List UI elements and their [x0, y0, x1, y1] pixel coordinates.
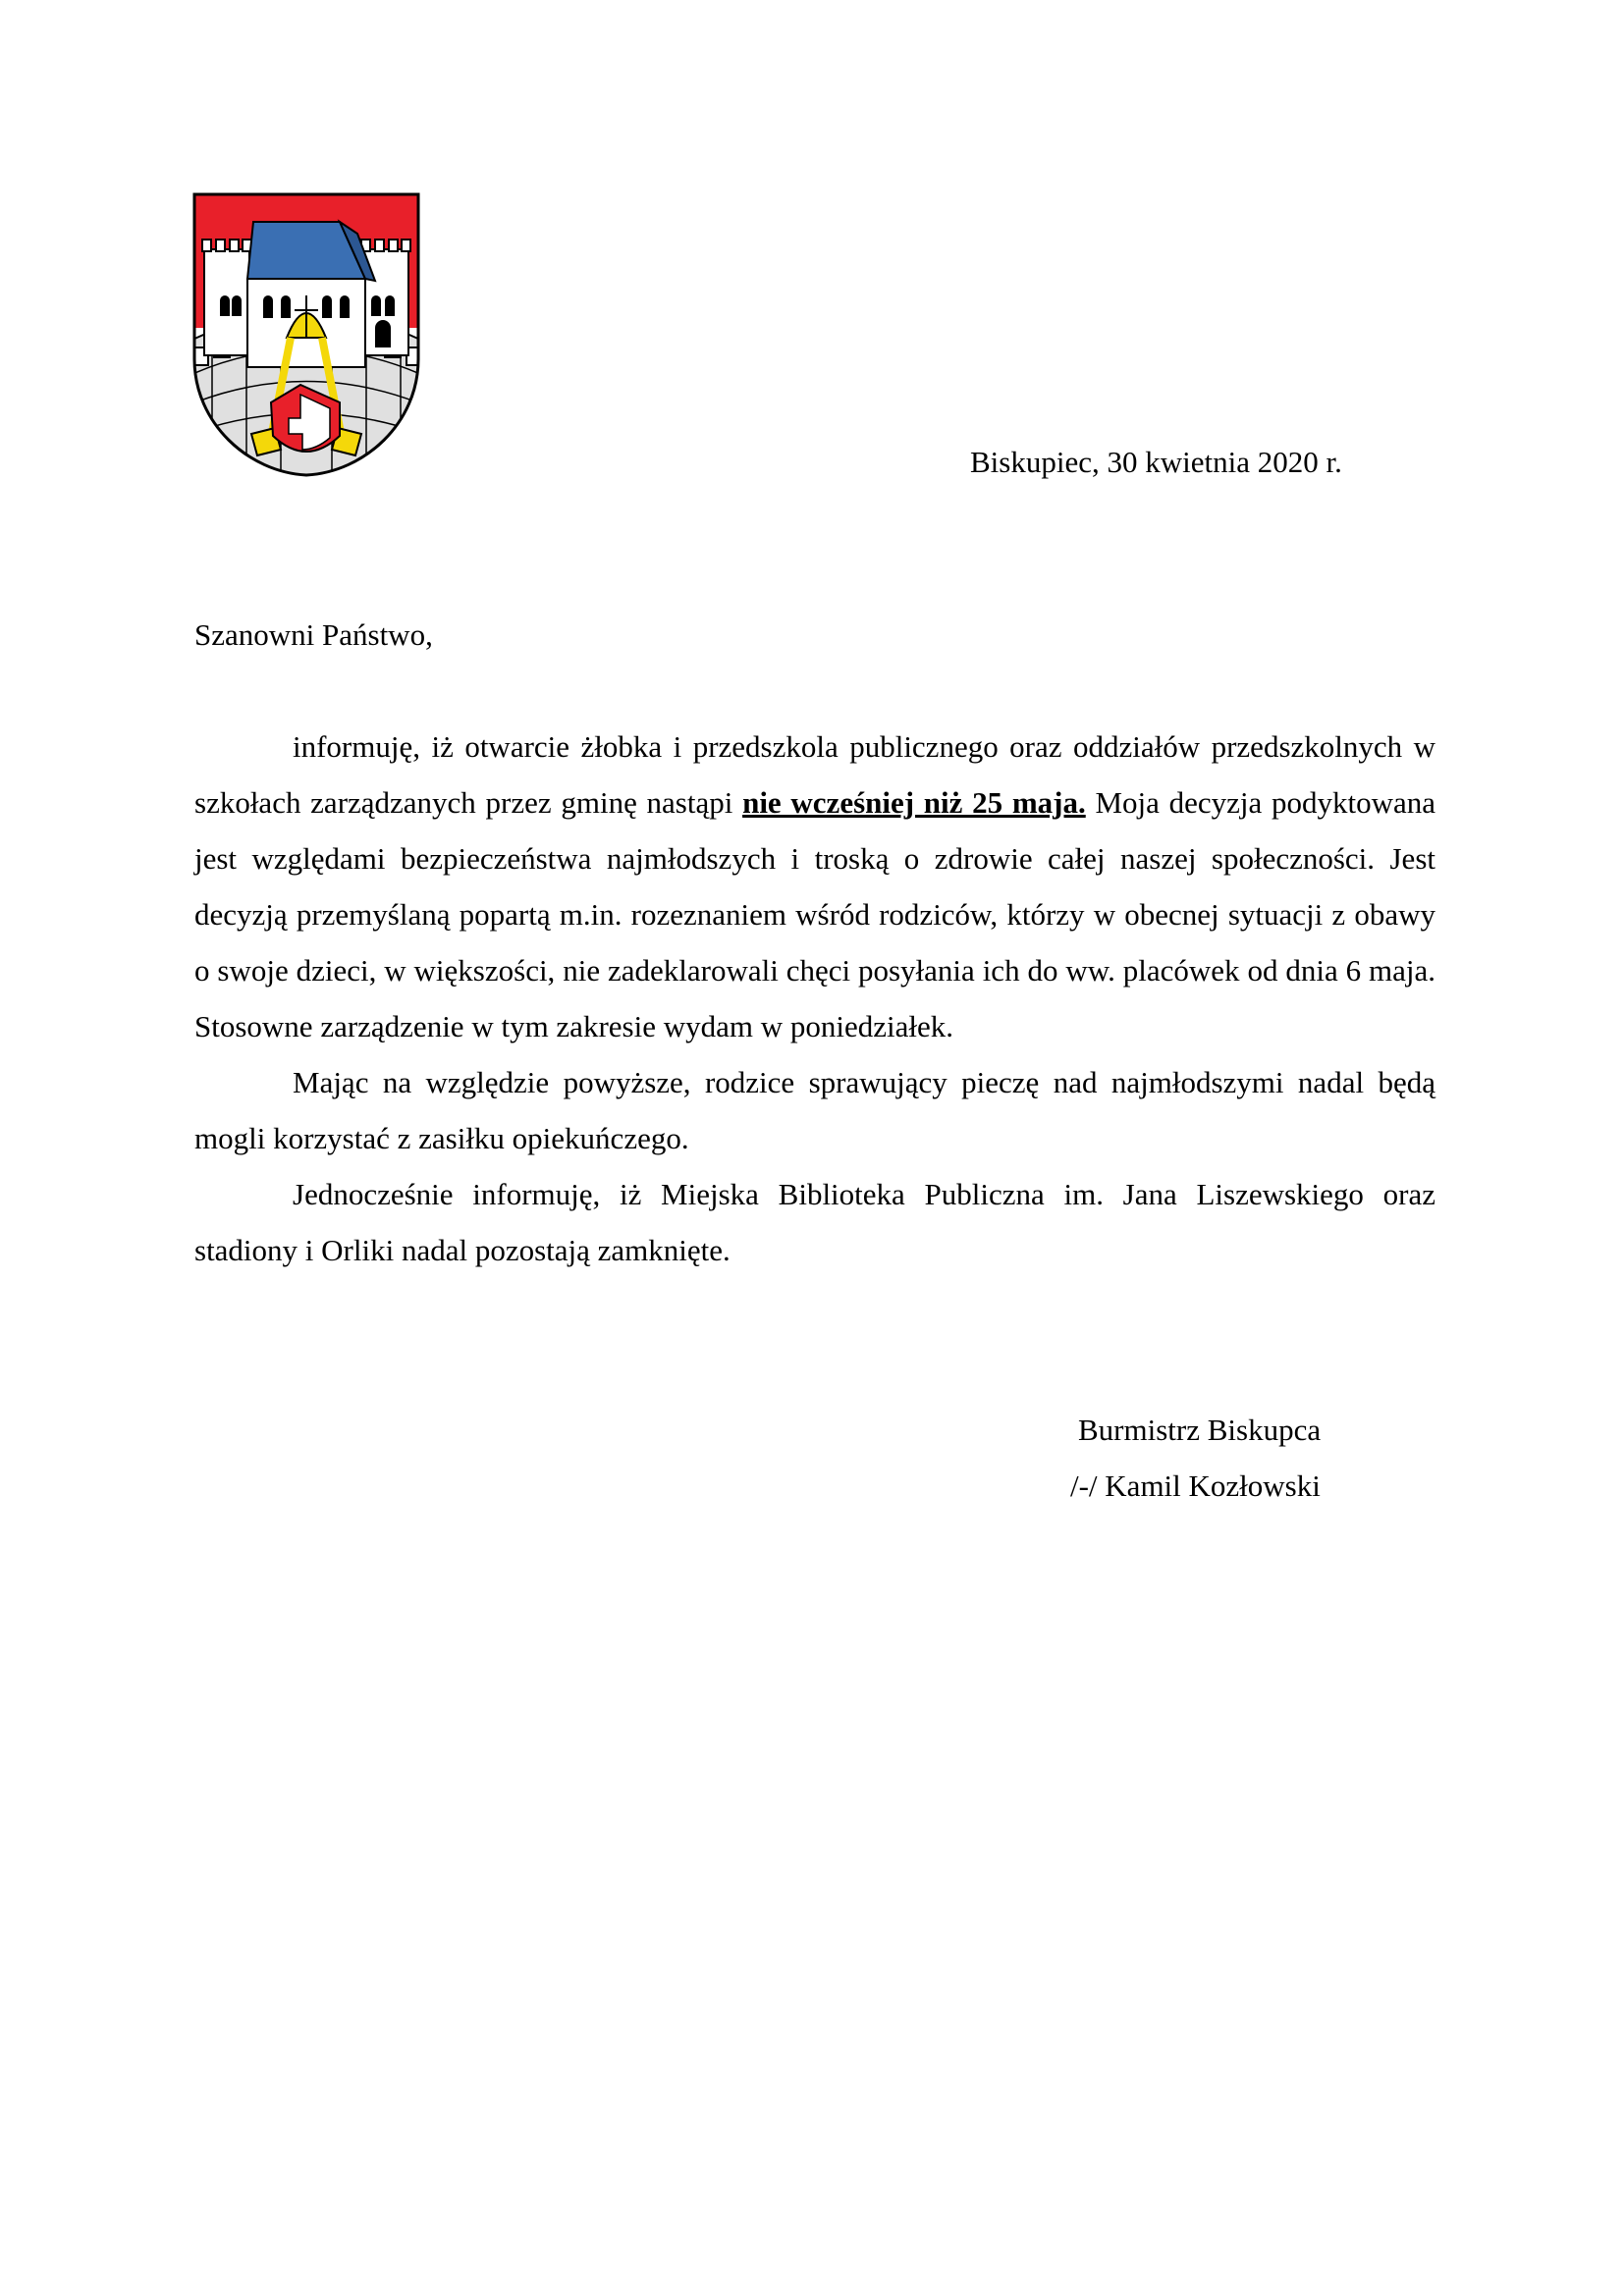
letter-date: Biskupiec, 30 kwietnia 2020 r.	[970, 445, 1342, 479]
signature-title: Burmistrz Biskupca	[1078, 1413, 1322, 1447]
paragraph-3: Jednocześnie informuję, iż Miejska Biblioteka Publiczna im. Jana Liszewskiego oraz stadiony i Orliki nadal pozostają zamknięte.	[194, 1177, 1435, 1267]
paragraph-2: Mając na względzie powyższe, rodzice sprawujący pieczę nad najmłodszymi nadal będą mogli korzystać z zasiłku opiekuńczego.	[194, 1065, 1435, 1155]
signature-block	[1070, 1402, 1321, 1514]
coat-of-arms-icon	[192, 192, 420, 477]
opening-date-emphasis: nie wcześniej niż 25 maja.	[742, 785, 1086, 820]
paragraph-1-part-2: Moja decyzja podyktowana jest względami bezpieczeństwa najmłodszych i troską o zdrowie całej naszej społeczności. Jest decyzją przemyślaną popartą m.in. rozeznaniem wśród rodziców, którzy w obecnej sytuacji z obawy o swoje dzieci, w większości, nie zadeklarowali chęci posyłania ich do ww. placówek od dnia 6 maja. Stosowne zarządzenie w tym zakresie wydam w poniedziałek.	[194, 785, 1435, 1043]
signature-name: /-/ Kamil Kozłowski	[1070, 1468, 1321, 1503]
paragraph-1-part-1: informuję, iż otwarcie żłobka i przedszkola publicznego oraz oddziałów przedszkolnych w szkołach zarządzanych przez gminę nastąpi	[194, 729, 1435, 820]
paragraph-1	[194, 719, 1435, 1054]
letter-body	[194, 719, 1435, 1278]
salutation: Szanowni Państwo,	[194, 617, 433, 652]
